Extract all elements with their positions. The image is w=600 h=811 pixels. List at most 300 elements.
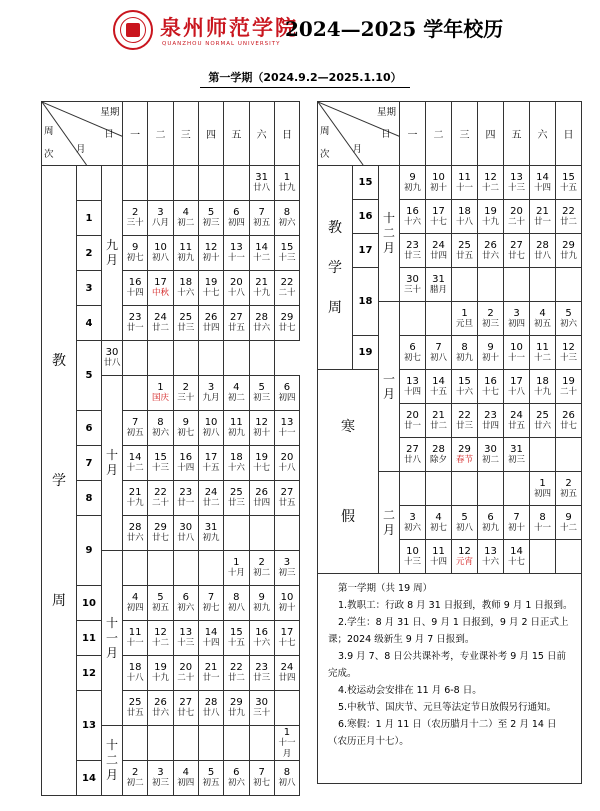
lunar-date: 廿七 — [151, 533, 169, 543]
day-cell — [224, 376, 249, 411]
lunar-date: 廿五 — [508, 420, 526, 431]
day-number: 2 — [565, 477, 572, 489]
day-cell — [530, 166, 556, 200]
lunar-date: 廿七 — [278, 323, 296, 333]
day-number: 19 — [154, 662, 167, 673]
day-number: 11 — [229, 417, 243, 428]
day-number: 18 — [229, 452, 243, 463]
day-cell — [249, 691, 274, 726]
lunar-date: 十三 — [177, 638, 195, 648]
day-cell — [530, 370, 556, 404]
day-cell — [148, 201, 173, 236]
empty-day-cell — [426, 302, 452, 336]
week-number: 18 — [353, 268, 379, 336]
day-number: 3 — [157, 767, 164, 778]
day-cell — [148, 271, 173, 306]
day-number: 31 — [432, 273, 445, 285]
lunar-date: 廿一 — [177, 498, 195, 508]
lunar-date: 十七 — [430, 216, 448, 227]
day-cell — [198, 586, 223, 621]
day-number: 18 — [128, 662, 142, 673]
day-cell — [274, 726, 299, 761]
week-number: 7 — [77, 446, 102, 481]
corner-month-label: 月 — [352, 144, 362, 156]
day-cell — [198, 376, 223, 411]
weekday-header: 五 — [224, 102, 249, 166]
day-number: 15 — [458, 375, 471, 387]
lunar-date: 十八 — [508, 386, 526, 397]
day-number: 29 — [458, 443, 471, 455]
lunar-date: 十四 — [126, 288, 144, 298]
day-cell — [249, 236, 274, 271]
day-number: 23 — [484, 409, 497, 421]
empty-day-cell — [504, 472, 530, 506]
lunar-date: 初五 — [534, 318, 552, 329]
week-number: 19 — [353, 336, 379, 370]
empty-day-cell — [173, 166, 198, 201]
day-number: 22 — [280, 277, 294, 288]
day-number: 24 — [510, 409, 523, 421]
month-label: 十一月 — [102, 551, 123, 726]
day-cell — [173, 376, 198, 411]
day-number: 7 — [513, 511, 520, 523]
lunar-date: 十六 — [456, 386, 474, 397]
day-number: 15 — [229, 627, 243, 638]
lunar-date: 初六 — [151, 428, 169, 438]
month-label: 九月 — [102, 166, 123, 341]
day-cell — [123, 481, 148, 516]
day-cell — [198, 411, 223, 446]
lunar-date: 除夕 — [430, 454, 448, 465]
day-number: 30 — [255, 697, 269, 708]
lunar-date: 初二 — [177, 218, 195, 228]
day-number: 17 — [510, 375, 523, 387]
day-number: 21 — [536, 205, 549, 217]
day-number: 1 — [233, 557, 240, 568]
lunar-date: 十九 — [253, 288, 271, 298]
day-number: 31 — [510, 443, 523, 455]
day-cell — [426, 506, 452, 540]
day-number: 21 — [128, 487, 142, 498]
day-number: 13 — [510, 171, 523, 183]
day-number: 13 — [179, 627, 193, 638]
lunar-date: 廿三 — [253, 673, 271, 683]
lunar-date: 初六 — [404, 522, 422, 533]
lunar-date: 廿一 — [404, 420, 422, 431]
day-number: 3 — [513, 307, 520, 319]
lunar-date: 十二 — [253, 253, 271, 263]
day-number: 26 — [204, 312, 218, 323]
day-number: 9 — [258, 592, 265, 603]
month-label: 十月 — [102, 376, 123, 551]
lunar-date: 八月 — [151, 218, 169, 228]
day-cell — [400, 200, 426, 234]
lunar-date: 十七 — [278, 638, 296, 648]
empty-day-cell — [123, 166, 148, 201]
day-cell — [123, 621, 148, 656]
day-number: 5 — [258, 382, 265, 393]
day-number: 6 — [283, 382, 291, 393]
day-cell — [198, 446, 223, 481]
week-number: 8 — [77, 481, 102, 516]
note-item: 1.教职工：行政 8 月 31 日报到，教师 9 月 1 日报到。 — [338, 600, 573, 611]
lunar-date: 初六 — [177, 603, 195, 613]
day-number: 3 — [409, 511, 416, 523]
note-item: 6.寒假：1 月 11 日（农历腊月十二）至 2 月 14 日（农历正月十七）。 — [328, 719, 557, 747]
day-number: 8 — [283, 767, 291, 778]
empty-day-cell — [478, 268, 504, 302]
lunar-date: 廿七 — [560, 420, 578, 431]
day-cell — [198, 306, 223, 341]
day-cell — [249, 166, 274, 201]
day-cell — [504, 234, 530, 268]
week-row — [42, 621, 300, 656]
day-cell — [173, 691, 198, 726]
lunar-date: 十三 — [508, 182, 526, 193]
day-number: 1 — [283, 726, 291, 738]
day-number: 28 — [128, 522, 142, 533]
notes-title: 第一学期（共 19 周） — [338, 583, 433, 594]
day-cell — [478, 438, 504, 472]
day-cell — [556, 472, 582, 506]
empty-day-cell — [274, 516, 299, 551]
day-cell — [274, 761, 299, 796]
day-cell — [148, 376, 173, 411]
day-cell — [173, 481, 198, 516]
day-cell — [426, 200, 452, 234]
week-row — [42, 446, 300, 481]
day-cell — [478, 540, 504, 574]
day-cell — [198, 236, 223, 271]
lunar-date: 初四 — [177, 778, 195, 788]
lunar-date: 十九 — [126, 498, 144, 508]
lunar-date: 初八 — [151, 253, 169, 263]
day-cell — [224, 411, 249, 446]
day-number: 25 — [458, 239, 471, 251]
day-cell — [426, 370, 452, 404]
lunar-date: 初八 — [278, 778, 296, 788]
lunar-date: 廿五 — [227, 323, 245, 333]
day-cell — [452, 404, 478, 438]
note-item: 5.中秋节、国庆节、元旦等法定节日放假另行通知。 — [338, 702, 557, 713]
table-corner-header — [42, 102, 123, 165]
week-row — [318, 234, 582, 268]
empty-day-cell — [504, 268, 530, 302]
empty-day-cell — [123, 376, 148, 411]
day-cell — [123, 761, 148, 796]
day-number: 25 — [128, 697, 142, 708]
day-number: 1 — [157, 382, 164, 393]
day-cell — [274, 306, 299, 341]
empty-day-cell — [452, 472, 478, 506]
lunar-date: 初九 — [177, 253, 195, 263]
day-number: 23 — [255, 662, 269, 673]
day-number: 20 — [179, 662, 193, 673]
day-cell — [173, 516, 198, 551]
day-number: 17 — [154, 277, 167, 288]
day-number: 13 — [229, 242, 243, 253]
week-number: 9 — [77, 516, 102, 586]
day-cell — [148, 411, 173, 446]
lunar-date: 十五 — [430, 386, 448, 397]
day-cell — [224, 446, 249, 481]
lunar-date: 初二 — [227, 393, 245, 403]
calendar-table-right — [317, 101, 582, 784]
day-number: 23 — [179, 487, 193, 498]
day-number: 11 — [536, 341, 549, 353]
week-row — [318, 166, 582, 200]
lunar-date: 廿八 — [253, 183, 271, 193]
lunar-date: 初三 — [253, 393, 271, 403]
lunar-date: 春节 — [456, 454, 474, 465]
day-number: 15 — [154, 452, 167, 463]
day-number: 6 — [233, 207, 240, 218]
lunar-date: 廿一 — [534, 216, 552, 227]
day-number: 4 — [182, 207, 189, 218]
day-cell — [530, 472, 556, 506]
day-number: 30 — [406, 273, 419, 285]
day-number: 6 — [233, 767, 240, 778]
day-number: 24 — [432, 239, 445, 251]
lunar-date: 初十 — [202, 253, 220, 263]
week-row — [42, 236, 300, 271]
empty-day-cell — [530, 438, 556, 472]
day-number: 26 — [255, 487, 269, 498]
day-cell — [556, 404, 582, 438]
day-cell — [478, 302, 504, 336]
lunar-date: 十月 — [227, 568, 245, 578]
day-cell — [504, 404, 530, 438]
day-number: 13 — [406, 375, 419, 387]
week-number: 2 — [77, 236, 102, 271]
day-number: 24 — [204, 487, 218, 498]
day-cell — [274, 201, 299, 236]
empty-day-cell — [426, 472, 452, 506]
day-cell — [274, 411, 299, 446]
lunar-date: 初九 — [404, 182, 422, 193]
day-number: 30 — [179, 522, 193, 533]
lunar-date: 三十 — [253, 708, 271, 718]
day-cell — [400, 404, 426, 438]
day-number: 6 — [182, 592, 189, 603]
lunar-date: 初六 — [227, 778, 245, 788]
day-cell — [198, 656, 223, 691]
lunar-date: 廿五 — [456, 250, 474, 261]
day-cell — [173, 201, 198, 236]
day-cell — [556, 336, 582, 370]
lunar-date: 廿八 — [103, 358, 121, 368]
corner-weekday-label: 星期 — [100, 107, 120, 118]
day-cell — [198, 761, 223, 796]
day-cell — [224, 306, 249, 341]
day-cell — [530, 506, 556, 540]
day-number: 3 — [207, 382, 215, 393]
day-number: 4 — [233, 382, 240, 393]
day-number: 1 — [283, 172, 291, 183]
semester-notes — [318, 574, 582, 784]
lunar-date: 二十 — [278, 288, 296, 298]
lunar-date: 廿九 — [227, 708, 245, 718]
day-cell — [173, 411, 198, 446]
day-number: 8 — [233, 592, 240, 603]
day-cell — [198, 691, 223, 726]
day-number: 21 — [432, 409, 445, 421]
month-label: 一月 — [379, 302, 400, 472]
day-number: 7 — [207, 592, 215, 603]
corner-ci-label: 次 — [320, 149, 330, 161]
day-number: 8 — [283, 207, 291, 218]
day-number: 8 — [539, 511, 546, 523]
week-number: 13 — [77, 691, 102, 761]
week-number: 11 — [77, 621, 102, 656]
week-number: 1 — [77, 201, 102, 236]
lunar-date: 初六 — [278, 218, 296, 228]
week-row — [42, 201, 300, 236]
day-cell — [224, 201, 249, 236]
day-number: 1 — [461, 307, 468, 319]
day-number: 2 — [487, 307, 494, 319]
day-number: 6 — [487, 511, 494, 523]
day-number: 16 — [484, 375, 497, 387]
day-cell — [556, 200, 582, 234]
empty-day-cell — [556, 438, 582, 472]
phase-label: 教 学 周 — [42, 166, 77, 796]
lunar-date: 初四 — [534, 488, 552, 499]
day-cell — [249, 201, 274, 236]
day-number: 18 — [536, 375, 549, 387]
lunar-date: 十五 — [560, 182, 578, 193]
lunar-date: 初三 — [202, 218, 220, 228]
week-row — [42, 586, 300, 621]
day-number: 11 — [128, 627, 142, 638]
day-cell — [224, 586, 249, 621]
day-number: 18 — [458, 205, 471, 217]
day-cell — [224, 656, 249, 691]
weekday-header: 一 — [123, 102, 148, 166]
day-number: 20 — [406, 409, 419, 421]
day-cell — [400, 268, 426, 302]
lunar-date: 十二 — [151, 638, 169, 648]
weekday-header: 六 — [249, 102, 274, 166]
lunar-date: 初三 — [278, 568, 296, 578]
weekday-header: 五 — [504, 102, 530, 166]
day-cell — [173, 621, 198, 656]
note-item: 3.9 月 7、8 日公共课补考，专业课补考 9 月 15 日前完成。 — [328, 651, 566, 679]
week-number: 10 — [77, 586, 102, 621]
lunar-date: 十六 — [404, 216, 422, 227]
lunar-date: 十八 — [456, 216, 474, 227]
week-number: 14 — [77, 761, 102, 796]
lunar-date: 初三 — [482, 318, 500, 329]
lunar-date: 初八 — [202, 428, 220, 438]
day-number: 16 — [255, 627, 269, 638]
day-cell — [274, 166, 299, 201]
week-row — [42, 306, 300, 341]
day-number: 13 — [280, 417, 294, 428]
day-number: 16 — [128, 277, 142, 288]
day-number: 20 — [510, 205, 523, 217]
day-cell — [400, 370, 426, 404]
day-number: 14 — [128, 452, 142, 463]
lunar-date: 十四 — [177, 463, 195, 473]
corner-month-label: 月 — [76, 144, 86, 156]
calendar-table-left — [41, 101, 300, 796]
day-number: 5 — [565, 307, 572, 319]
day-cell — [123, 586, 148, 621]
empty-day-cell — [556, 268, 582, 302]
day-cell — [148, 236, 173, 271]
weekday-header: 一 — [400, 102, 426, 166]
day-cell — [426, 166, 452, 200]
day-number: 22 — [458, 409, 471, 421]
weekday-header: 日 — [556, 102, 582, 166]
day-number: 12 — [484, 171, 497, 183]
day-cell — [556, 302, 582, 336]
day-cell — [148, 516, 173, 551]
day-cell — [274, 621, 299, 656]
lunar-date: 初十 — [253, 428, 271, 438]
day-cell — [426, 268, 452, 302]
day-number: 24 — [154, 312, 167, 323]
day-number: 12 — [458, 545, 471, 557]
day-cell — [556, 166, 582, 200]
day-cell — [274, 446, 299, 481]
day-number: 14 — [536, 171, 549, 183]
day-cell — [530, 302, 556, 336]
day-cell — [452, 540, 478, 574]
lunar-date: 十三 — [560, 352, 578, 363]
day-cell — [173, 306, 198, 341]
lunar-date: 廿五 — [126, 708, 144, 718]
week-number: 17 — [353, 234, 379, 268]
week-row — [42, 341, 300, 376]
day-number: 14 — [255, 242, 269, 253]
day-number: 11 — [179, 242, 193, 253]
corner-ci-label: 次 — [44, 149, 54, 161]
day-number: 14 — [510, 545, 523, 557]
lunar-date: 廿六 — [253, 323, 271, 333]
lunar-date: 十一 — [456, 182, 474, 193]
week-row — [42, 411, 300, 446]
day-cell — [148, 586, 173, 621]
day-number: 29 — [280, 312, 294, 323]
lunar-date: 初二 — [253, 568, 271, 578]
lunar-date: 十八 — [126, 673, 144, 683]
day-cell — [452, 506, 478, 540]
week-row — [42, 166, 300, 201]
lunar-date: 廿八 — [534, 250, 552, 261]
lunar-date: 廿六 — [151, 708, 169, 718]
day-number: 26 — [154, 697, 167, 708]
day-cell — [198, 516, 223, 551]
day-number: 19 — [484, 205, 497, 217]
day-cell — [249, 586, 274, 621]
lunar-date: 十六 — [482, 556, 500, 567]
weekday-header: 日 — [274, 102, 299, 166]
day-cell — [148, 446, 173, 481]
day-number: 29 — [229, 697, 243, 708]
day-cell — [123, 691, 148, 726]
day-cell — [426, 540, 452, 574]
day-number: 15 — [562, 171, 575, 183]
lunar-date: 初四 — [227, 218, 245, 228]
day-cell — [148, 656, 173, 691]
day-number: 28 — [536, 239, 549, 251]
day-cell — [274, 376, 299, 411]
day-cell — [478, 370, 504, 404]
day-number: 15 — [280, 242, 294, 253]
phase-winter-label: 寒 假 — [318, 370, 379, 574]
